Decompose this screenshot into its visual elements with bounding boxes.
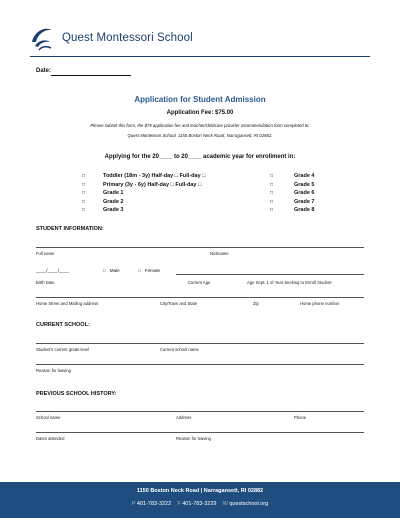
program-label: Grade 2 <box>103 198 124 205</box>
program-option[interactable] <box>270 189 314 198</box>
checkbox[interactable]: □ <box>270 198 274 205</box>
checkbox[interactable]: □ <box>82 173 86 179</box>
program-option[interactable] <box>270 206 314 215</box>
current-school-heading: CURRENT SCHOOL: <box>36 322 90 328</box>
full-name-label: Full name <box>36 251 55 256</box>
gender-male-label: Male <box>109 268 120 273</box>
instructions-line-1: Please submit this form, the $75 application fee and teacher/childcare provider recommendation form completed to: <box>90 123 310 128</box>
program-label: Toddler (18m - 3y) Half-day □ Full-day □ <box>103 173 206 179</box>
header-divider <box>30 56 370 57</box>
program-label: Grade 7 <box>294 198 315 205</box>
full-name-field[interactable] <box>36 247 364 248</box>
footer-website-link[interactable]: questschool.org <box>229 501 269 507</box>
program-label: Primary (3y - 6y) Half-day □ Full-day □ <box>103 181 202 188</box>
current-school-field[interactable] <box>36 343 364 344</box>
application-fee: Application Fee: $75.00 <box>166 110 234 116</box>
web-prefix: W <box>222 501 228 507</box>
program-option[interactable] <box>82 198 206 207</box>
phone-prefix: P <box>131 501 136 507</box>
program-option[interactable] <box>270 198 314 207</box>
student-info-heading: STUDENT INFORMATION: <box>36 226 104 232</box>
previous-school-field[interactable] <box>36 411 364 412</box>
footer-contact <box>0 501 400 507</box>
checkbox[interactable]: □ <box>103 268 106 273</box>
program-option[interactable] <box>82 206 206 215</box>
address-label: Address <box>176 415 192 420</box>
program-option[interactable] <box>82 189 206 198</box>
reason-for-leaving-field[interactable] <box>36 364 364 365</box>
footer-phone[interactable]: 401-783-3222 <box>136 501 172 507</box>
checkbox[interactable]: □ <box>138 268 141 273</box>
reason-for-leaving-label: Reason for leaving <box>36 368 71 373</box>
checkbox[interactable]: □ <box>270 207 274 214</box>
previous-school-heading: PREVIOUS SCHOOL HISTORY: <box>36 391 117 397</box>
gender-female-option[interactable] <box>138 268 160 273</box>
city-state-label: City/Town and State <box>160 301 198 306</box>
program-label: Grade 3 <box>103 207 124 214</box>
birth-date-field[interactable]: ____/____/____ <box>36 268 70 273</box>
gender-male-option[interactable] <box>103 268 120 273</box>
program-option[interactable] <box>82 181 206 190</box>
current-school-name-label: Current school name <box>160 347 199 352</box>
checkbox[interactable]: □ <box>270 173 274 179</box>
program-label: Grade 5 <box>294 181 315 188</box>
checkbox[interactable]: □ <box>270 181 274 188</box>
nickname-label: Nickname <box>210 251 229 256</box>
dates-attended-field[interactable] <box>36 432 364 433</box>
program-list-right <box>270 172 314 215</box>
school-name: Quest Montessori School <box>62 32 193 44</box>
zip-label: Zip <box>253 301 259 306</box>
school-name-label: School name <box>36 415 61 420</box>
date-field[interactable] <box>51 75 131 76</box>
fax-prefix: F <box>177 501 181 507</box>
program-option[interactable] <box>270 172 314 181</box>
checkbox[interactable]: □ <box>270 190 274 197</box>
phone-label: Phone <box>294 415 307 420</box>
birth-date-label: Birth Date <box>36 280 55 285</box>
previous-reason-label: Reason for leaving <box>176 436 211 441</box>
program-label: Grade 1 <box>103 190 124 197</box>
address-field[interactable] <box>36 297 364 298</box>
footer-fax: 401-783-3229 <box>182 501 217 507</box>
program-label: Grade 6 <box>294 190 315 197</box>
age-sept-label: Age Sept. 1 of Year Seeking to Enroll Student <box>247 280 332 285</box>
grade-level-label: Student's current grade level <box>36 347 90 352</box>
applying-for-text: Applying for the 20____ to 20____ academic year for enrollment in: <box>104 154 296 160</box>
checkbox[interactable]: □ <box>82 190 86 197</box>
gender-female-label: Female <box>144 268 161 273</box>
home-phone-label: Home phone number <box>300 301 340 306</box>
age-field[interactable] <box>176 274 364 275</box>
program-list-left <box>82 172 206 215</box>
checkbox[interactable]: □ <box>82 181 86 188</box>
program-label: Grade 4 <box>294 173 315 179</box>
dates-attended-label: Dates attended <box>36 436 65 441</box>
program-option[interactable] <box>270 181 314 190</box>
checkbox[interactable]: □ <box>82 207 86 214</box>
street-address-label: Home Street and Mailing address <box>36 301 99 306</box>
program-label: Grade 8 <box>294 207 315 214</box>
instructions-line-2: Quest Montessori School, 1150 Boston Neck Road, Narragansett, RI 02882. <box>127 133 273 138</box>
program-option[interactable] <box>82 172 206 181</box>
current-age-label: Current Age <box>188 280 211 285</box>
date-label: Date: <box>36 68 52 74</box>
checkbox[interactable]: □ <box>82 198 86 205</box>
footer-address: 1150 Boston Neck Road | Narragansett, RI 02882 <box>136 488 264 494</box>
school-logo-icon <box>30 26 54 52</box>
form-title: Application for Student Admission <box>134 95 266 104</box>
